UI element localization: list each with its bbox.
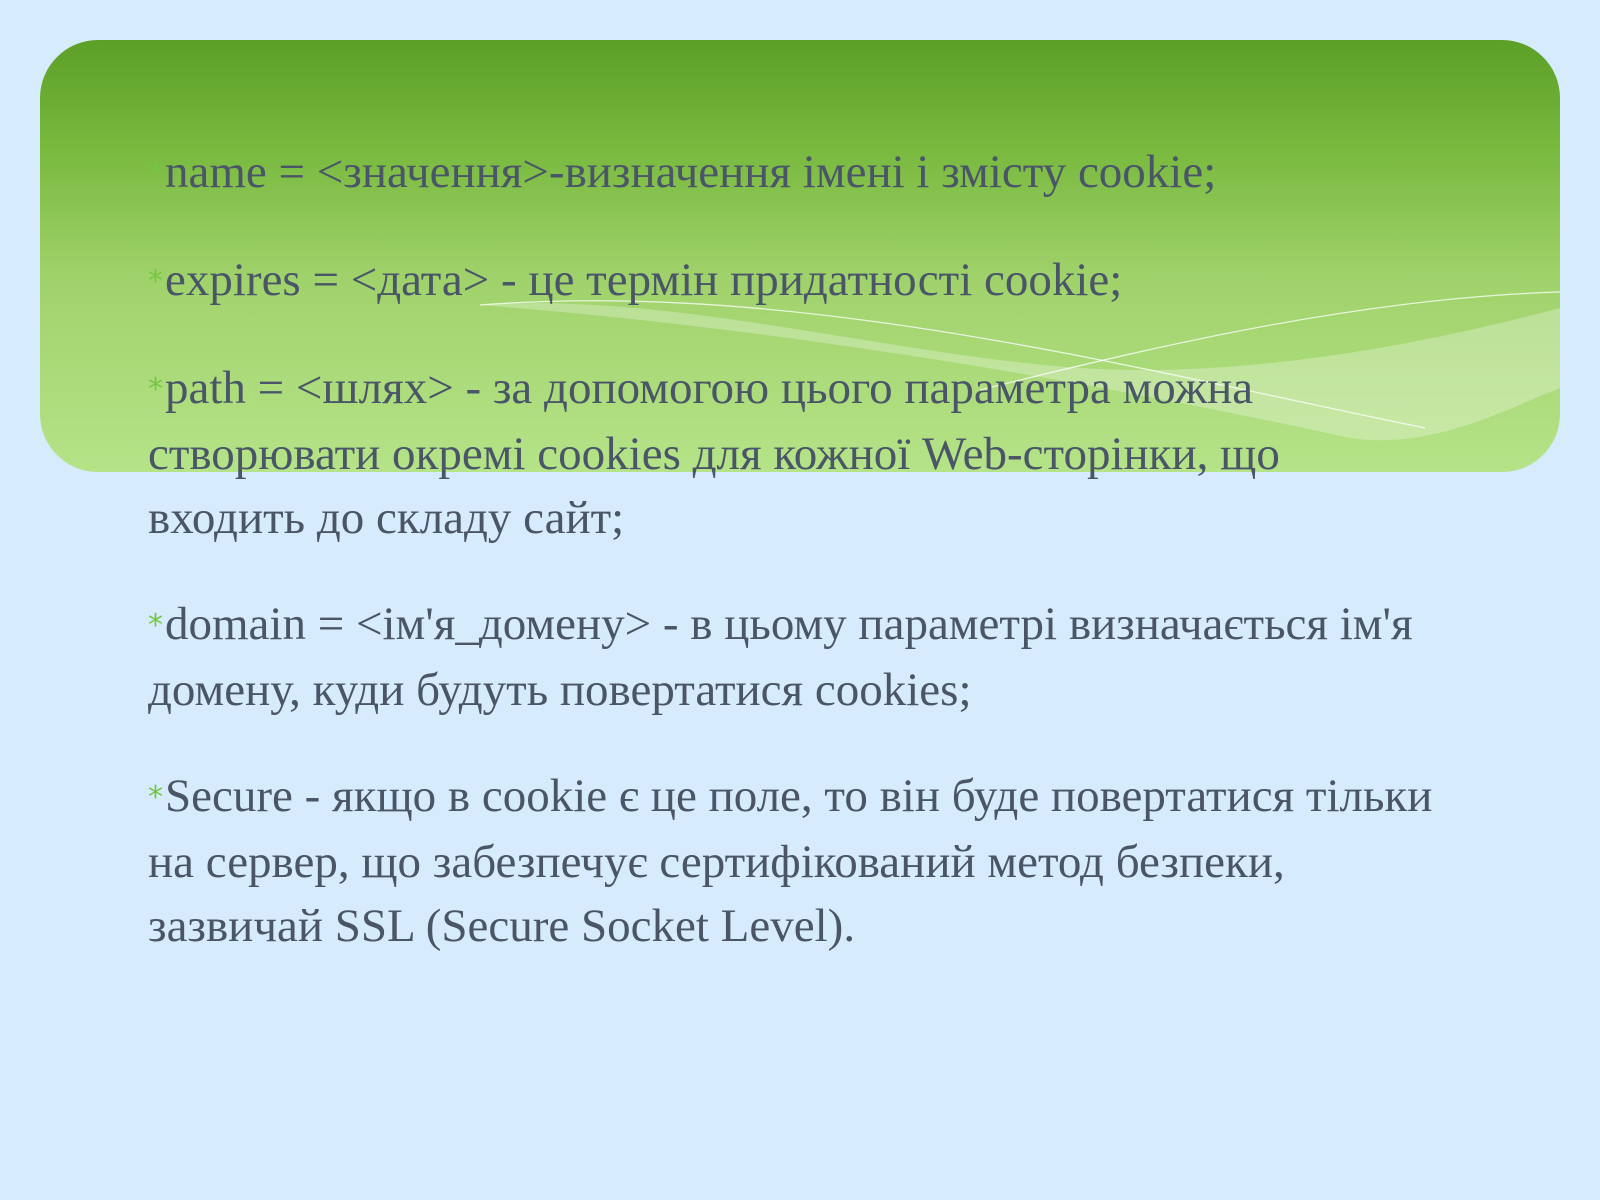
bullet-text: domain = <ім'я_домену> - в цьому параметрі визначається ім'я домену, куди будуть повертатися cookies; bbox=[148, 598, 1413, 716]
bullet-item-path bbox=[148, 356, 1448, 550]
bullet-asterisk-icon: * bbox=[148, 608, 163, 643]
bullet-text: Secure - якщо в cookie є це поле, то він буде повертатися тільки на сервер, що забезпечує сертифікований метод безпеки, зазвичай SSL (Secure Socket Level). bbox=[148, 770, 1433, 952]
bullet-text: path = <шлях> - за допомогою цього параметра можна створювати окремі cookies для кожної Web-сторінки, що входить до складу сайт; bbox=[148, 362, 1280, 544]
bullet-item-secure bbox=[148, 764, 1448, 958]
bullet-text: name = <значення>-визначення імені і змісту cookie; bbox=[165, 146, 1217, 198]
bullet-asterisk-icon: * bbox=[148, 264, 163, 299]
bullet-asterisk-icon: * bbox=[148, 372, 163, 407]
bullet-item-domain bbox=[148, 592, 1448, 722]
bullet-item-name bbox=[148, 140, 1448, 206]
bullet-item-expires bbox=[148, 248, 1448, 314]
bullet-asterisk-icon: * bbox=[148, 780, 163, 815]
bullet-list bbox=[148, 140, 1448, 1000]
bullet-text: expires = <дата> - це термін придатності cookie; bbox=[165, 254, 1123, 306]
bullet-asterisk-icon: * bbox=[148, 156, 163, 191]
